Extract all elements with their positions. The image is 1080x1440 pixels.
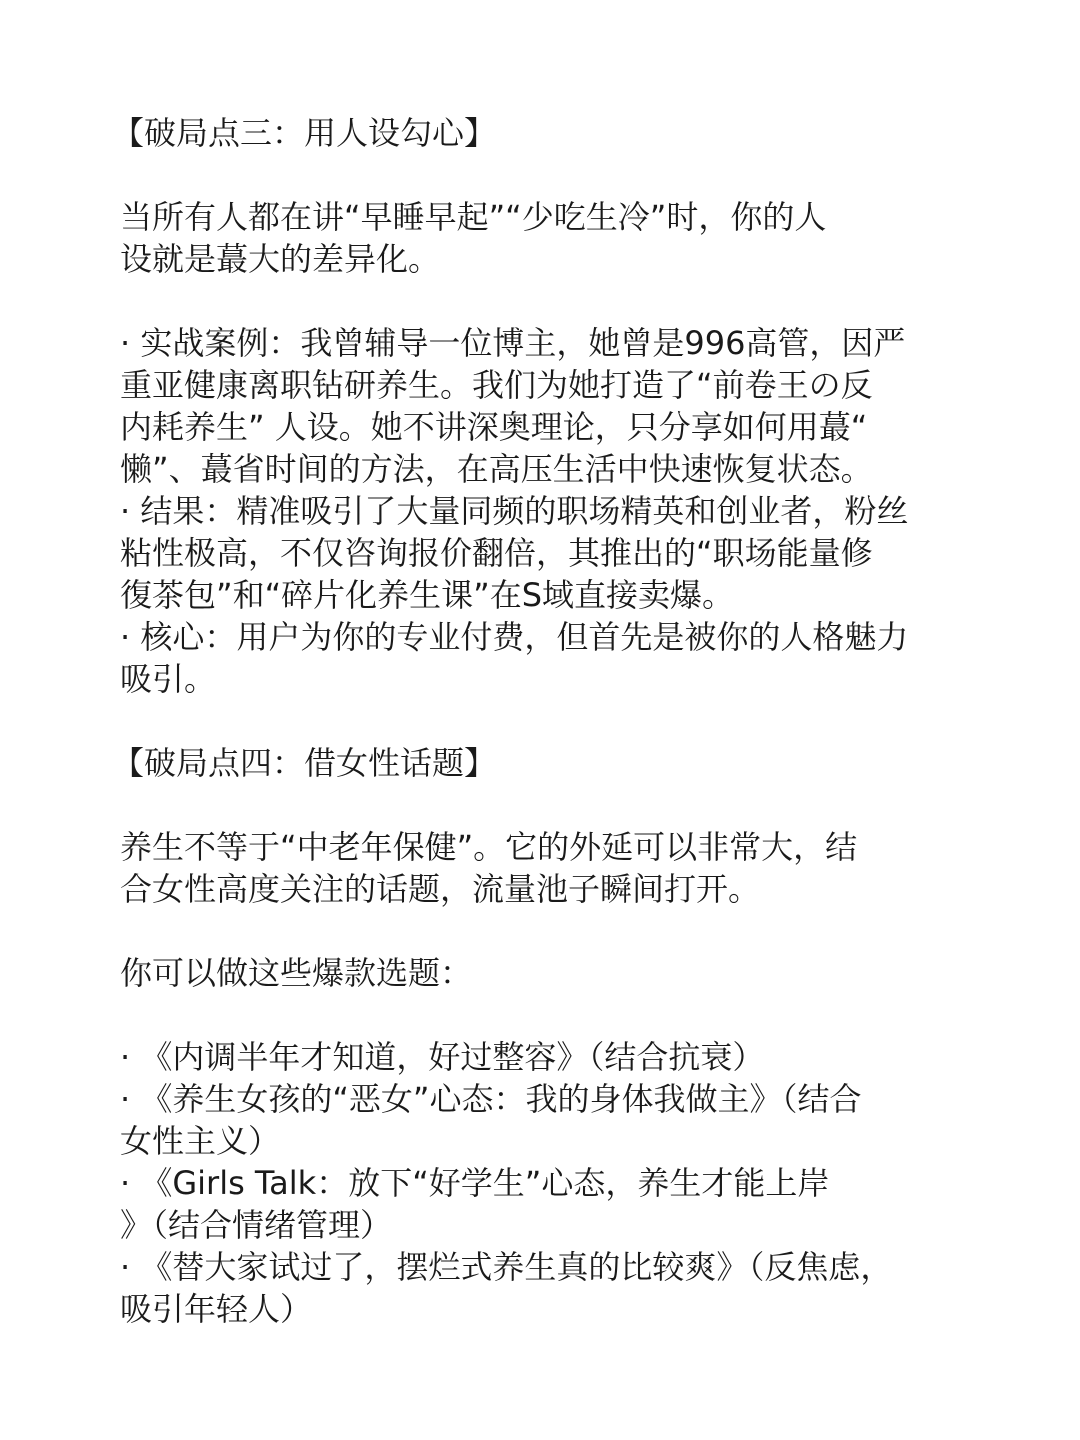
section-4-intro-line: 合女性高度关注的话题，流量池子瞬间打开。 — [120, 870, 761, 908]
topic-line: 女性主义） — [120, 1122, 281, 1160]
topic-line: 》（结合情绪管理） — [120, 1206, 393, 1244]
section-4-intro-line: 养生不等于“中老年保健”。它的外延可以非常大，结 — [120, 828, 858, 866]
spacer — [120, 784, 970, 826]
section-3-bullet-line: 重亚健康离职钻研养生。我们为她打造了“前卷王の反 — [120, 366, 873, 404]
topics-label: 你可以做这些爆款选题： — [120, 954, 473, 992]
spacer — [120, 280, 970, 322]
section-3-intro-line: 设就是蕞大的差异化。 — [120, 240, 441, 278]
section-3-bullet-line: · 结果：精准吸引了大量同频的职场精英和创业者，粉丝 — [120, 492, 909, 530]
topic-line: 吸引年轻人） — [120, 1290, 313, 1328]
article-body — [112, 112, 970, 1330]
topic-line: · 《Girls Talk：放下“好学生”心态，养生才能上岸 — [120, 1164, 830, 1202]
section-3-bullet-line: 内耗养生” 人设。她不讲深奥理论，只分享如何用蕞“ — [120, 408, 868, 446]
section-3-intro-line: 当所有人都在讲“早睡早起”“少吃生冷”时，你的人 — [120, 198, 827, 236]
spacer — [120, 700, 970, 742]
section-3-bullet-line: 粘性极高，不仅咨询报价翻倍，其推出的“职场能量修 — [120, 534, 873, 572]
section-3-bullet-line: 復茶包”和“碎片化养生课”在S域直接卖爆。 — [120, 576, 735, 614]
topic-line: · 《替大家试过了，摆烂式养生真的比较爽》（反焦虑， — [120, 1248, 893, 1286]
topic-line: · 《养生女孩的“恶女”心态：我的身体我做主》（结合 — [120, 1080, 862, 1118]
section-3-bullet-line: · 实战案例：我曾辅导一位博主，她曾是996高管，因严 — [120, 324, 906, 362]
section-4-heading: 【破局点四：借女性话题】 — [112, 744, 497, 782]
section-3-bullet-line: · 核心：用户为你的专业付费，但首先是被你的人格魅力 — [120, 618, 909, 656]
section-3-bullet-line: 懒”、蕞省时间的方法，在高压生活中快速恢复状态。 — [120, 450, 873, 488]
spacer — [120, 154, 970, 196]
spacer — [120, 910, 970, 952]
topic-line: · 《内调半年才知道，好过整容》（结合抗衰） — [120, 1038, 765, 1076]
section-3-bullet-line: 吸引。 — [120, 660, 217, 698]
section-3-heading: 【破局点三：用人设勾心】 — [112, 114, 497, 152]
spacer — [120, 994, 970, 1036]
